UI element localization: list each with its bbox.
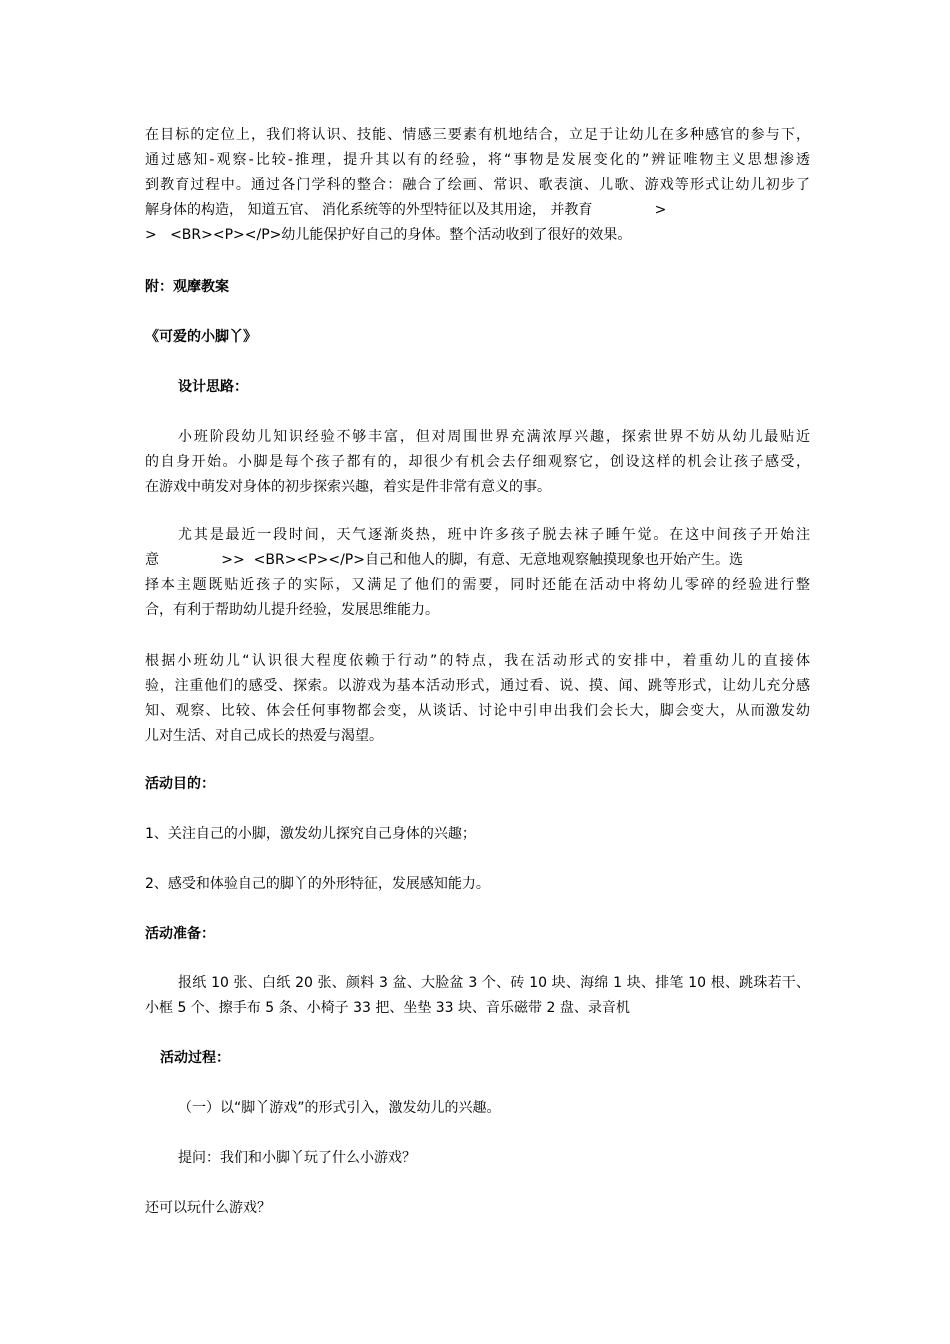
goals-heading: 活动目的： [145, 776, 215, 792]
prep-heading: 活动准备： [145, 926, 215, 942]
intro-line: 通过感知-观察-比较-推理，提升其以有的经验，将“事物是发展变化的”辨证唯物主义思想渗透 [145, 152, 810, 168]
process-question-2: 还可以玩什么游戏？ [145, 1200, 271, 1216]
paragraph-line: 择本主题既贴近孩子的实际，又满足了他们的需要，同时还能在活动中将幼儿零碎的经验进行整 [145, 577, 810, 593]
design-heading: 设计思路： [178, 379, 248, 395]
paragraph-line: 验，注重他们的感受、探索。以游戏为基本活动形式，通过看、说、摸、闻、跳等形式，让幼儿充分感 [145, 678, 810, 694]
paragraph-line: 小框 5 个、擦手布 5 条、小椅子 33 把、坐垫 33 块、音乐磁带 2 盘、录音机 [145, 1000, 630, 1016]
paragraph-line: 儿对生活、对自己成长的热爱与渴望。 [145, 728, 383, 744]
goal-item: 2、感受和体验自己的脚丫的外形特征，发展感知能力。 [145, 876, 490, 892]
paragraph-line: 知、观察、比较、体会任何事物都会变，从谈话、讨论中引申出我们会长大，脚会变大，从而激发幼 [145, 703, 810, 719]
paragraph-line: 报纸 10 张、白纸 20 张、颜料 3 盆、大脸盆 3 个、砖 10 块、海绵 1 块、排笔 10 根、跳珠若干、 [178, 975, 810, 991]
design-paragraph-1 [145, 425, 810, 500]
paragraph-line: 根据小班幼儿“认识很大程度依赖于行动”的特点，我在活动形式的安排中，着重幼儿的直接体 [145, 653, 810, 669]
prep-paragraph [145, 971, 810, 1021]
process-heading: 活动过程： [160, 1050, 230, 1066]
appendix-title: 附：观摩教案 [145, 279, 229, 295]
intro-line: > <BR><P></P>幼儿能保护好自己的身体。整个活动收到了很好的效果。 [145, 227, 632, 243]
paragraph-line: 合，有利于帮助幼儿提升经验，发展思维能力。 [145, 602, 439, 618]
design-paragraph-2 [145, 523, 810, 623]
paragraph-line: 小班阶段幼儿知识经验不够丰富，但对周围世界充满浓厚兴趣，探索世界不妨从幼儿最贴近 [178, 429, 810, 445]
process-step-1: （一）以“脚丫游戏”的形式引入，激发幼儿的兴趣。 [178, 1100, 501, 1116]
intro-line: 在目标的定位上，我们将认识、技能、情感三要素有机地结合，立足于让幼儿在多种感官的参与下， [145, 127, 810, 143]
paragraph-line: 意 >> <BR><P></P>自己和他人的脚，有意、无意地观察触摸现象也开始产生。选 [145, 552, 743, 568]
paragraph-line: 尤其是最近一段时间，天气逐渐炎热，班中许多孩子脱去袜子睡午觉。在这中间孩子开始注 [178, 527, 810, 543]
intro-line: 解身体的构造， 知道五官、 消化系统等的外型特征以及其用途， 并教育 > [145, 202, 667, 218]
process-question: 提问：我们和小脚丫玩了什么小游戏？ [178, 1150, 416, 1166]
design-paragraph-3 [145, 649, 810, 749]
goal-item: 1、关注自己的小脚，激发幼儿探究自己身体的兴趣； [145, 826, 476, 842]
lesson-title: 《可爱的小脚丫》 [145, 329, 257, 345]
paragraph-line: 在游戏中萌发对身体的初步探索兴趣，着实是件非常有意义的事。 [145, 479, 551, 495]
intro-paragraph [145, 123, 810, 248]
intro-line: 到教育过程中。通过各门学科的整合：融合了绘画、常识、歌表演、儿歌、游戏等形式让幼儿初步了 [145, 177, 810, 193]
paragraph-line: 的自身开始。小脚是每个孩子都有的，却很少有机会去仔细观察它，创设这样的机会让孩子感受， [145, 454, 810, 470]
